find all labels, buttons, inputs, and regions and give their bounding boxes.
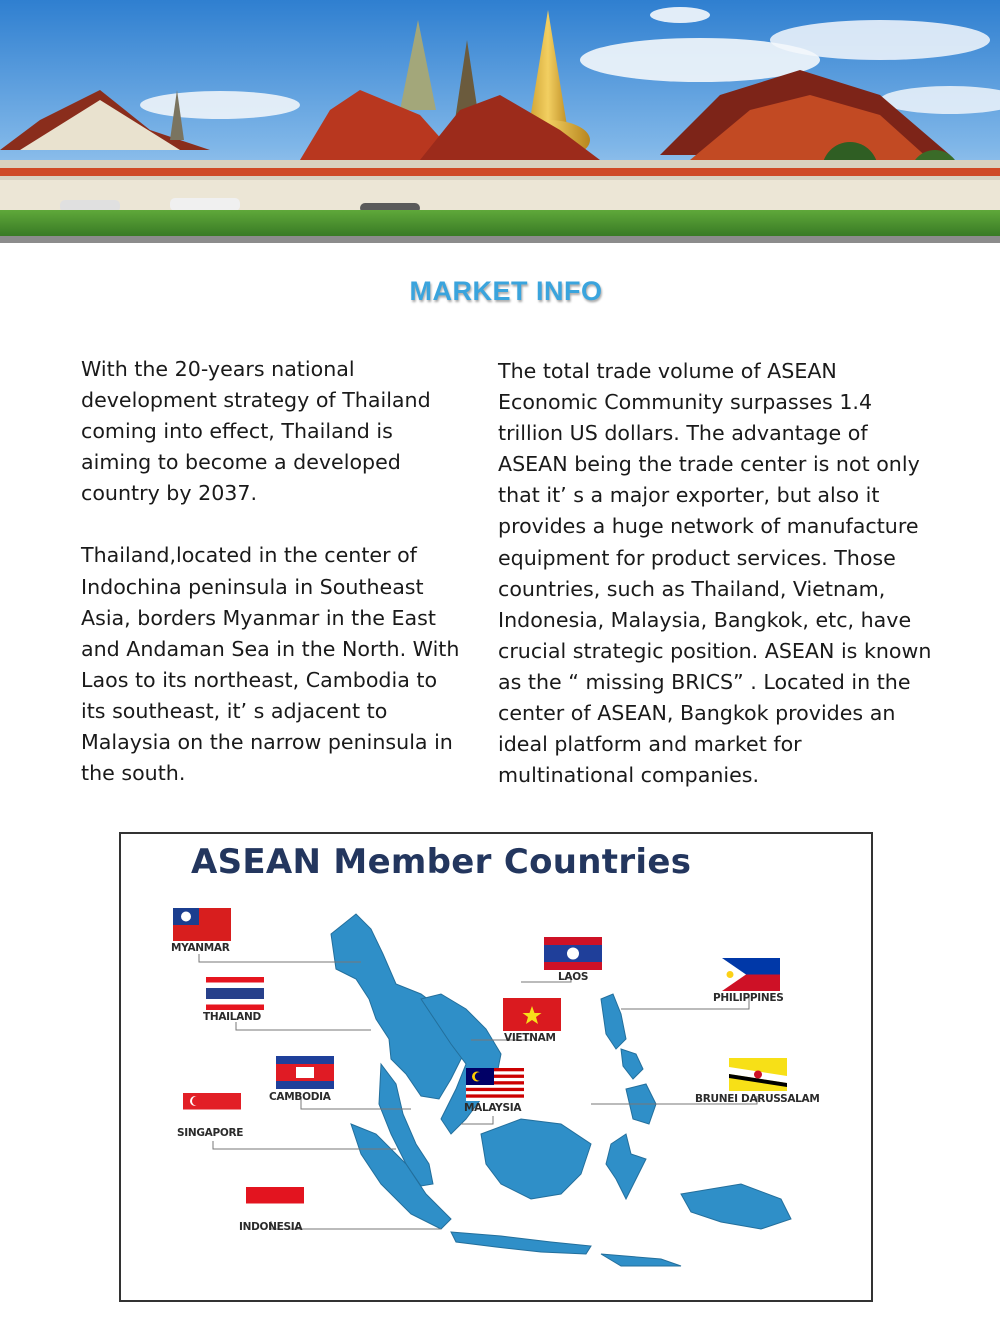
- banner-temple-photo: [0, 0, 1000, 243]
- asean-map-figure: [119, 832, 873, 1302]
- brunei-flag-icon: [729, 1058, 787, 1091]
- singapore-flag-icon: [183, 1093, 241, 1126]
- cambodia-flag-icon: [276, 1056, 334, 1089]
- label-indonesia: INDONESIA: [239, 1221, 303, 1233]
- right-paragraph-1: The total trade volume of ASEAN Economic Community surpasses 1.4 trillion US dollars. The advantage of ASEAN being the trade center is not only that it’ s a major exporter, but also it provides a huge network of manufacture equipment for product services. Those countries, such as Thailand, Vietnam, Indonesia, Malaysia, Bangkok, etc, have crucial strategic position. ASEAN is known as the “ missing BRICS” . Located in the center of ASEAN, Bangkok provides an ideal platform and market for multinational companies.: [498, 359, 932, 788]
- label-singapore: SINGAPORE: [177, 1127, 244, 1139]
- label-vietnam: VIETNAM: [504, 1032, 556, 1044]
- label-cambodia: CAMBODIA: [269, 1091, 331, 1103]
- laos-flag-icon: [544, 937, 602, 970]
- map-title: ASEAN Member Countries: [191, 842, 692, 882]
- myanmar-flag-icon: [173, 908, 231, 941]
- label-laos: LAOS: [558, 971, 589, 983]
- right-text-column: [498, 356, 968, 791]
- vietnam-flag-icon: [503, 998, 561, 1031]
- label-philippines: PHILIPPINES: [713, 992, 784, 1004]
- thailand-flag-icon: [206, 977, 264, 1010]
- indonesia-flag-icon: [246, 1187, 304, 1220]
- label-thailand: THAILAND: [203, 1011, 261, 1023]
- left-paragraph-1: With the 20-years national development strategy of Thailand coming into effect, Thailand is aiming to become a developed country by 2037.: [81, 357, 431, 506]
- temple-illustration: [0, 0, 1000, 243]
- label-myanmar: MYANMAR: [171, 942, 230, 954]
- label-brunei: BRUNEI DARUSSALAM: [695, 1093, 820, 1105]
- page-title: MARKET INFO: [409, 276, 603, 306]
- left-paragraph-2: Thailand,located in the center of Indochina peninsula in Southeast Asia, borders Myanmar in the East and Andaman Sea in the North. With Laos to its northeast, Cambodia to its southeast, it’ s adjacent to Malaysia on the narrow peninsula in the south.: [81, 543, 460, 786]
- malaysia-flag-icon: [466, 1068, 524, 1101]
- left-text-column: [81, 354, 481, 789]
- label-malaysia: MALAYSIA: [464, 1102, 522, 1114]
- philippines-flag-icon: [722, 958, 780, 991]
